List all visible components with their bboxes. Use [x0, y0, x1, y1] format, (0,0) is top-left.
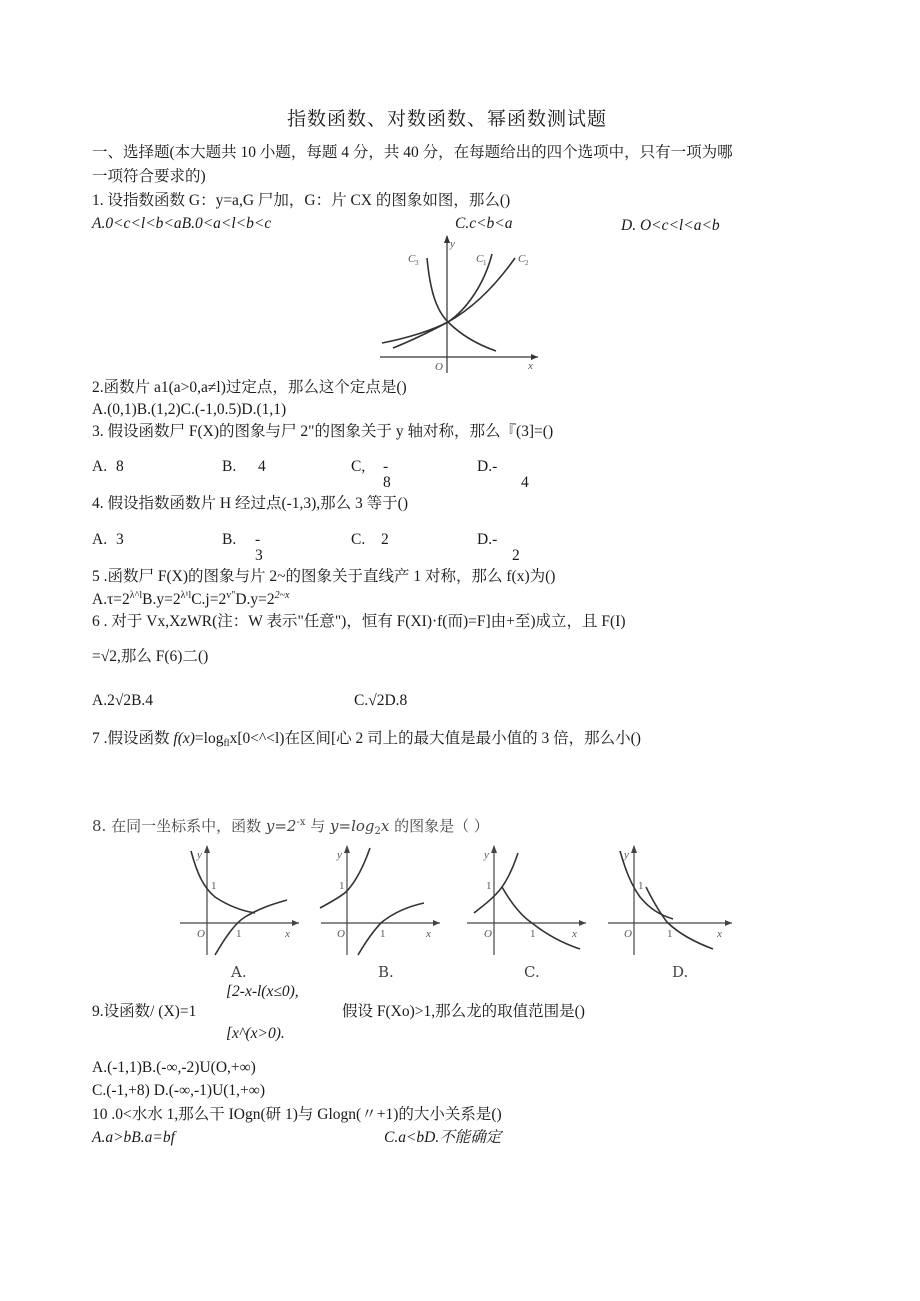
question-8-graph-b — [318, 843, 448, 963]
y-axis-label: y — [450, 238, 455, 250]
question-10-stem: 10 .0<水水 1,那么干 IOgn(研 1)与 Glogn(〃+1)的大小关系是() — [92, 1106, 502, 1123]
question-3-option-c-label: C, — [351, 458, 366, 475]
svg-text:2: 2 — [525, 259, 529, 267]
svg-text:x: x — [717, 928, 722, 940]
question-3-option-c-bottom: 8 — [383, 474, 391, 491]
question-1-option-d: D. O<c<l<a<b — [621, 217, 720, 234]
question-9-piece-2: [x^(x>0). — [226, 1025, 285, 1042]
question-6-stem-line2: =√2,那么 F(6)二() — [92, 648, 209, 665]
svg-text:x: x — [285, 928, 290, 940]
question-4-option-c-label: C. — [351, 531, 366, 548]
svg-text:1: 1 — [530, 928, 536, 940]
question-8-caption-d: D. — [672, 963, 689, 981]
question-2-stem: 2.函数片 a1(a>0,a≠l)过定点，那么这个定点是() — [92, 379, 407, 396]
svg-text:C: C — [408, 253, 416, 265]
question-6-options-ab: A.2√2B.4 — [92, 692, 154, 709]
svg-text:x: x — [572, 928, 577, 940]
svg-text:3: 3 — [415, 259, 419, 267]
question-4-stem: 4. 假设指数函数片 H 经过点(-1,3),那么 3 等于() — [92, 495, 409, 512]
question-8-caption-b: B. — [378, 963, 394, 981]
section-heading-line2: 一项符合要求的) — [92, 168, 206, 185]
question-3-option-d-bottom: 4 — [521, 474, 529, 491]
question-3-option-c-top: - — [383, 458, 389, 475]
question-3-option-a-label: A. — [92, 458, 108, 475]
question-4-option-b-bottom: 3 — [255, 547, 263, 564]
svg-text:y: y — [624, 849, 629, 861]
question-8-graph-c — [462, 843, 592, 963]
question-9-stem: 9.设函数/ (X)=1 — [92, 1003, 197, 1020]
question-5-options: $A.\tau=2^{\lambda\^{}l}B.y=2^{\lambda^1l}C.j=2^{v"}D.y=2^{2\sim x}$ — [92, 590, 290, 608]
question-3-option-a-value: 8 — [116, 458, 124, 475]
question-5-option-d: D.y=2 — [235, 591, 275, 608]
svg-text:x: x — [426, 928, 431, 940]
svg-text:1: 1 — [339, 880, 345, 892]
question-1-option-c: C.c<b<a — [455, 215, 513, 232]
svg-text:O: O — [197, 928, 205, 940]
page-title: 指数函数、对数函数、幂函数测试题 — [287, 109, 608, 130]
question-1-options-ab: A.0<c<l<b<aB.0<a<l<b<c — [92, 215, 272, 232]
svg-text:O: O — [337, 928, 345, 940]
question-5-option-c: C.j=2 — [191, 591, 227, 608]
question-4-option-a-value: 3 — [116, 531, 124, 548]
svg-text:1: 1 — [667, 928, 673, 940]
svg-text:y: y — [197, 849, 202, 861]
svg-text:C: C — [518, 253, 526, 265]
svg-text:1: 1 — [638, 880, 644, 892]
question-3-stem: 3. 假设函数尸 F(X)的图象与尸 2"的图象关于 y 轴对称，那么『(3]=() — [92, 423, 554, 440]
question-9-options-ab: A.(-1,1)B.(-∞,-2)U(O,+∞) — [92, 1059, 256, 1076]
svg-text:1: 1 — [486, 880, 492, 892]
question-5-stem: 5 .函数尸 F(X)的图象与片 2~的图象关于直线产 1 对称，那么 f(x)为() — [92, 568, 556, 585]
question-1-exponential-graph — [378, 230, 543, 376]
svg-text:y: y — [337, 849, 342, 861]
svg-text:O: O — [624, 928, 632, 940]
question-7-stem: 7 .假设函数 $f(x)=\log_{fl}x[0<\^{}<l)$在区间[心 2 司上的最大值是最小值的 3 倍，那么小() — [92, 730, 641, 749]
question-4-option-c-value: 2 — [381, 531, 389, 548]
origin-label: O — [435, 361, 443, 373]
question-9-condition: 假设 F(Xo)>1,那么龙的取值范围是() — [342, 1003, 585, 1020]
question-8-stem: 8. 在同一坐标系中，函数 $y=2^{-x}$ 与 $y=\log_2x$ 的图象是（ ） — [92, 817, 489, 837]
svg-text:1: 1 — [483, 259, 487, 267]
question-8-graph-d — [605, 843, 735, 963]
svg-text:O: O — [484, 928, 492, 940]
question-4-option-d-bottom: 2 — [512, 547, 520, 564]
question-4-option-b-top: - — [255, 531, 261, 548]
question-9-options-cd: C.(-1,+8) D.(-∞,-1)U(1,+∞) — [92, 1082, 266, 1099]
x-axis-label: x — [528, 360, 533, 372]
question-4-option-d-label: D.- — [477, 531, 498, 548]
question-8-caption-c: C. — [524, 963, 540, 981]
svg-text:C: C — [476, 253, 484, 265]
question-9-piece-1: [2-x-l(x≤0), — [226, 983, 299, 1000]
question-6-options-cd: C.√2D.8 — [354, 692, 408, 709]
question-3-option-d-label: D.- — [477, 458, 498, 475]
question-4-option-b-label: B. — [222, 531, 237, 548]
svg-text:1: 1 — [211, 880, 217, 892]
question-8-graph-a — [175, 843, 305, 963]
question-5-option-a: A.τ=2 — [92, 591, 130, 608]
question-6-stem-line1: 6 . 对于 Vx,XzWR(注：W 表示"任意")，恒有 F(XI)·f(而)=F]由+至)成立，且 F(I) — [92, 613, 626, 630]
question-10-options-cd: C.a<bD.不能确定 — [384, 1129, 502, 1146]
question-5-option-b: B.y=2 — [142, 591, 181, 608]
question-8-caption-a: A. — [231, 963, 247, 981]
question-1-stem: 1. 设指数函数 G：y=a,G 尸加，G：片 CX 的图象如图，那么() — [92, 192, 511, 209]
svg-text:1: 1 — [380, 928, 386, 940]
question-10-options-ab: A.a>bB.a=bf — [92, 1129, 175, 1146]
question-3-option-b-value: 4 — [258, 458, 266, 475]
svg-text:y: y — [484, 849, 489, 861]
svg-text:1: 1 — [236, 928, 242, 940]
question-2-options: A.(0,1)B.(1,2)C.(-1,0.5)D.(1,1) — [92, 401, 287, 418]
question-4-option-a-label: A. — [92, 531, 108, 548]
section-heading-line1: 一、选择题(本大题共 10 小题，每题 4 分，共 40 分，在每题给出的四个选项中，只有一项为哪 — [92, 144, 733, 161]
question-3-option-b-label: B. — [222, 458, 237, 475]
